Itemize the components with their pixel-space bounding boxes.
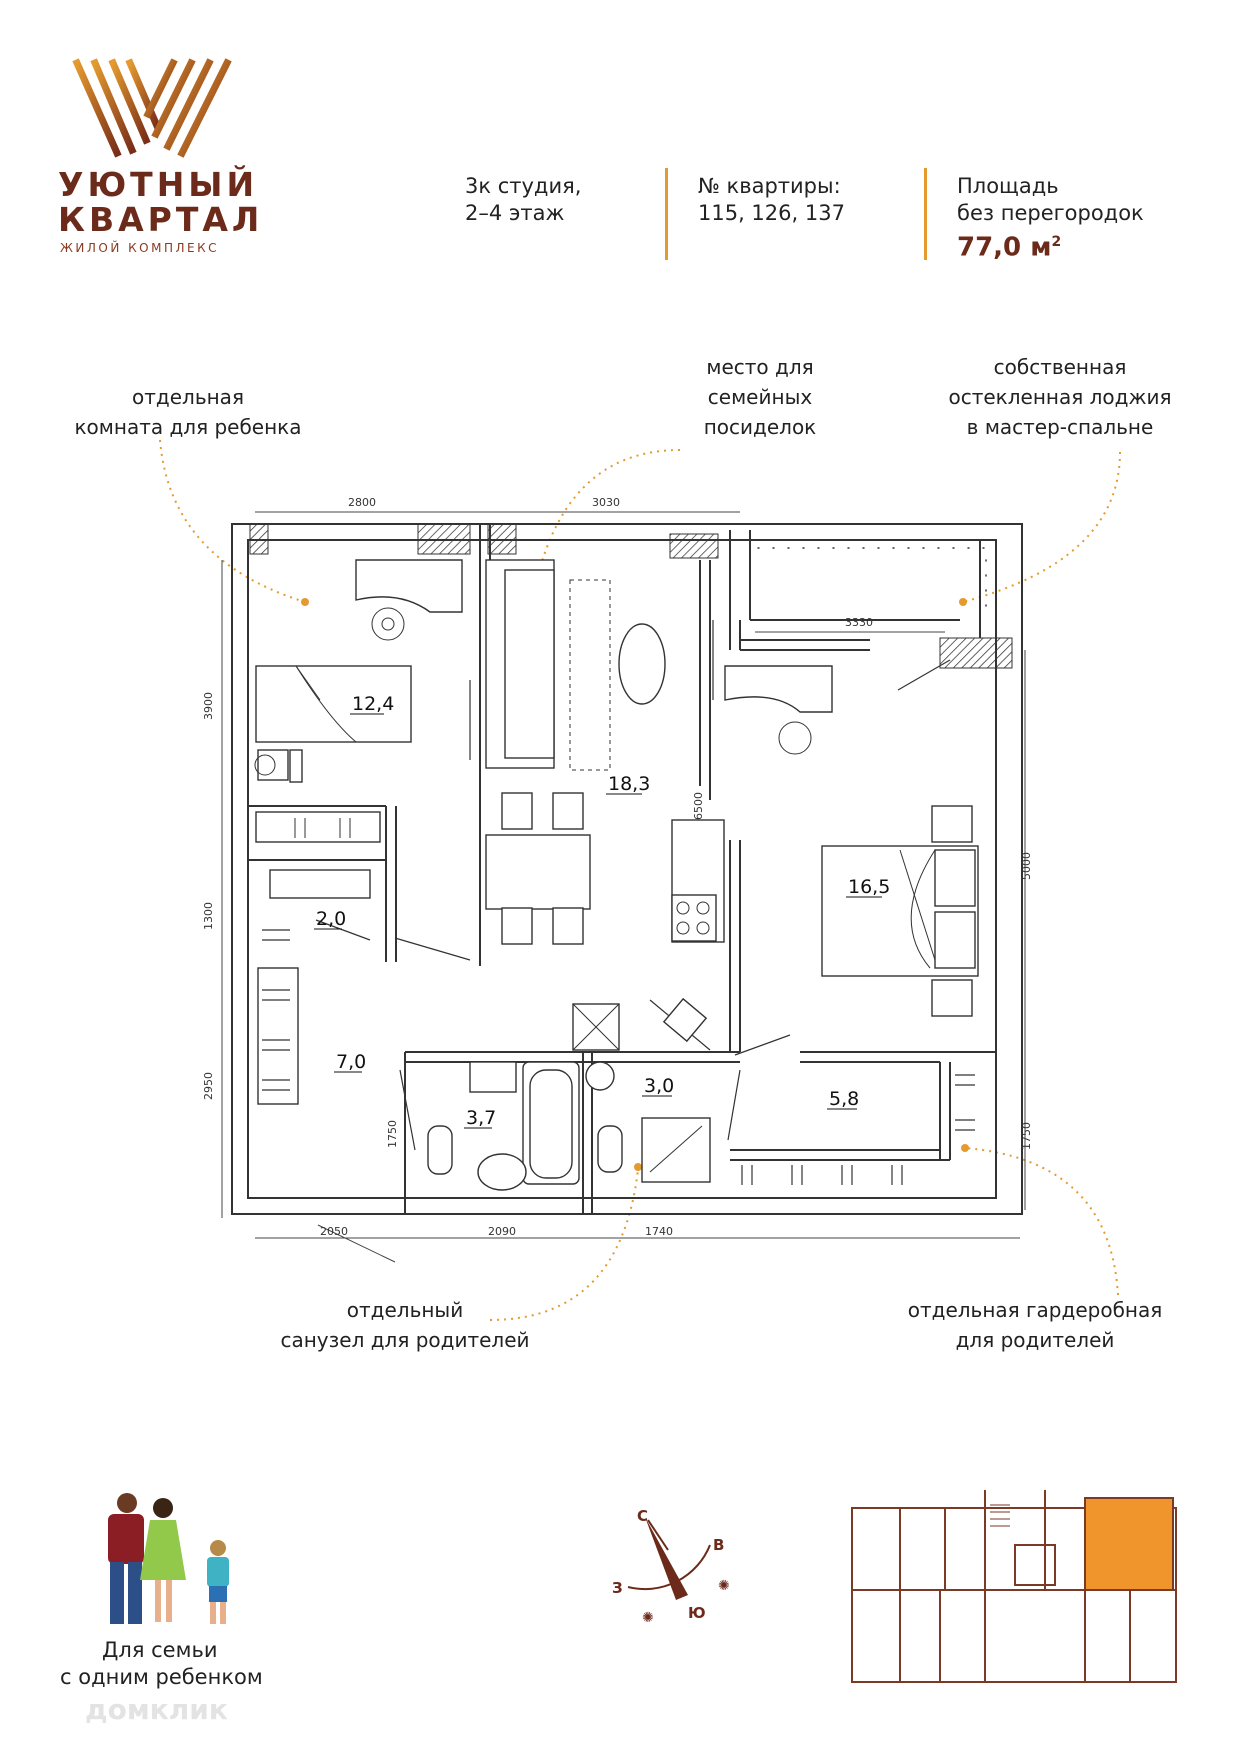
dim-mid-v: 6500 [692, 792, 705, 820]
area-label-1: Площадь [957, 174, 1059, 198]
dim-right-v2: 1750 [1020, 1122, 1033, 1150]
callout-child-room: отдельная комната для ребенка [74, 385, 302, 439]
room-area-hall: 7,0 [336, 1051, 367, 1073]
apartment-floor: 2–4 этаж [465, 201, 565, 225]
dim-bath-v: 1750 [386, 1120, 399, 1148]
room-area-master: 16,5 [848, 876, 891, 898]
compass-n: С [637, 1507, 649, 1525]
dim-top-left: 2800 [348, 496, 376, 509]
callout-family-place: место для семейных посиделок [703, 355, 817, 439]
family-caption-line1: Для семьи [102, 1638, 218, 1662]
dim-left-1: 3900 [202, 692, 215, 720]
sun-icon-2: ✺ [642, 1610, 654, 1626]
room-area-wardrobe: 5,8 [829, 1088, 860, 1110]
brand-subtitle: ЖИЛОЙ КОМПЛЕКС [60, 241, 220, 255]
apartment-type-line1: 3к студия, [465, 174, 582, 198]
leader-loggia [963, 452, 1120, 602]
apartment-numbers-value: 115, 126, 137 [698, 201, 845, 225]
dim-top-mid: 3030 [592, 496, 620, 509]
callout-wardrobe: отдельная гардеробная для родителей [907, 1298, 1163, 1352]
room-area-child: 12,4 [352, 693, 395, 715]
room-area-bath2: 3,0 [644, 1075, 675, 1097]
brand-name-line2: КВАРТАЛ [58, 200, 264, 239]
family-illustration-icon [108, 1493, 229, 1624]
room-area-storage: 2,0 [316, 908, 347, 930]
dining-table [486, 835, 590, 909]
apartment-numbers-label: № квартиры: [698, 174, 841, 198]
room-area-bath1: 3,7 [466, 1107, 497, 1129]
room-area-living: 18,3 [608, 773, 651, 795]
compass-s: Ю [688, 1604, 706, 1622]
area-value: 77,0 $м^2$ [957, 232, 1062, 263]
area-label-2: без перегородок [957, 201, 1144, 225]
watermark: домклик [85, 1693, 228, 1726]
dim-bot-3: 1740 [645, 1225, 673, 1238]
compass-e: В [713, 1536, 725, 1554]
dim-loggia: 3330 [845, 616, 873, 629]
dim-right-v: 5000 [1020, 852, 1033, 880]
dim-bot-2: 2090 [488, 1225, 516, 1238]
dim-left-3: 2950 [202, 1072, 215, 1100]
leader-wardrobe [965, 1148, 1118, 1295]
dim-left-2: 1300 [202, 902, 215, 930]
dim-bot-1: 2050 [320, 1225, 348, 1238]
sun-icon-1: ✺ [718, 1578, 730, 1594]
brand-name-line1: УЮТНЫЙ [58, 165, 259, 204]
leader-bath [490, 1170, 638, 1320]
family-caption-line2: с одним ребенком [60, 1665, 263, 1689]
callout-loggia: собственная остекленная лоджия в мастер-спальне [948, 355, 1172, 439]
callout-parents-bath: отдельный санузел для родителей [280, 1298, 530, 1352]
family-caption [60, 1637, 263, 1691]
compass-needle [645, 1517, 688, 1600]
compass-w: З [612, 1579, 623, 1597]
site-plan-highlight [1085, 1498, 1173, 1590]
